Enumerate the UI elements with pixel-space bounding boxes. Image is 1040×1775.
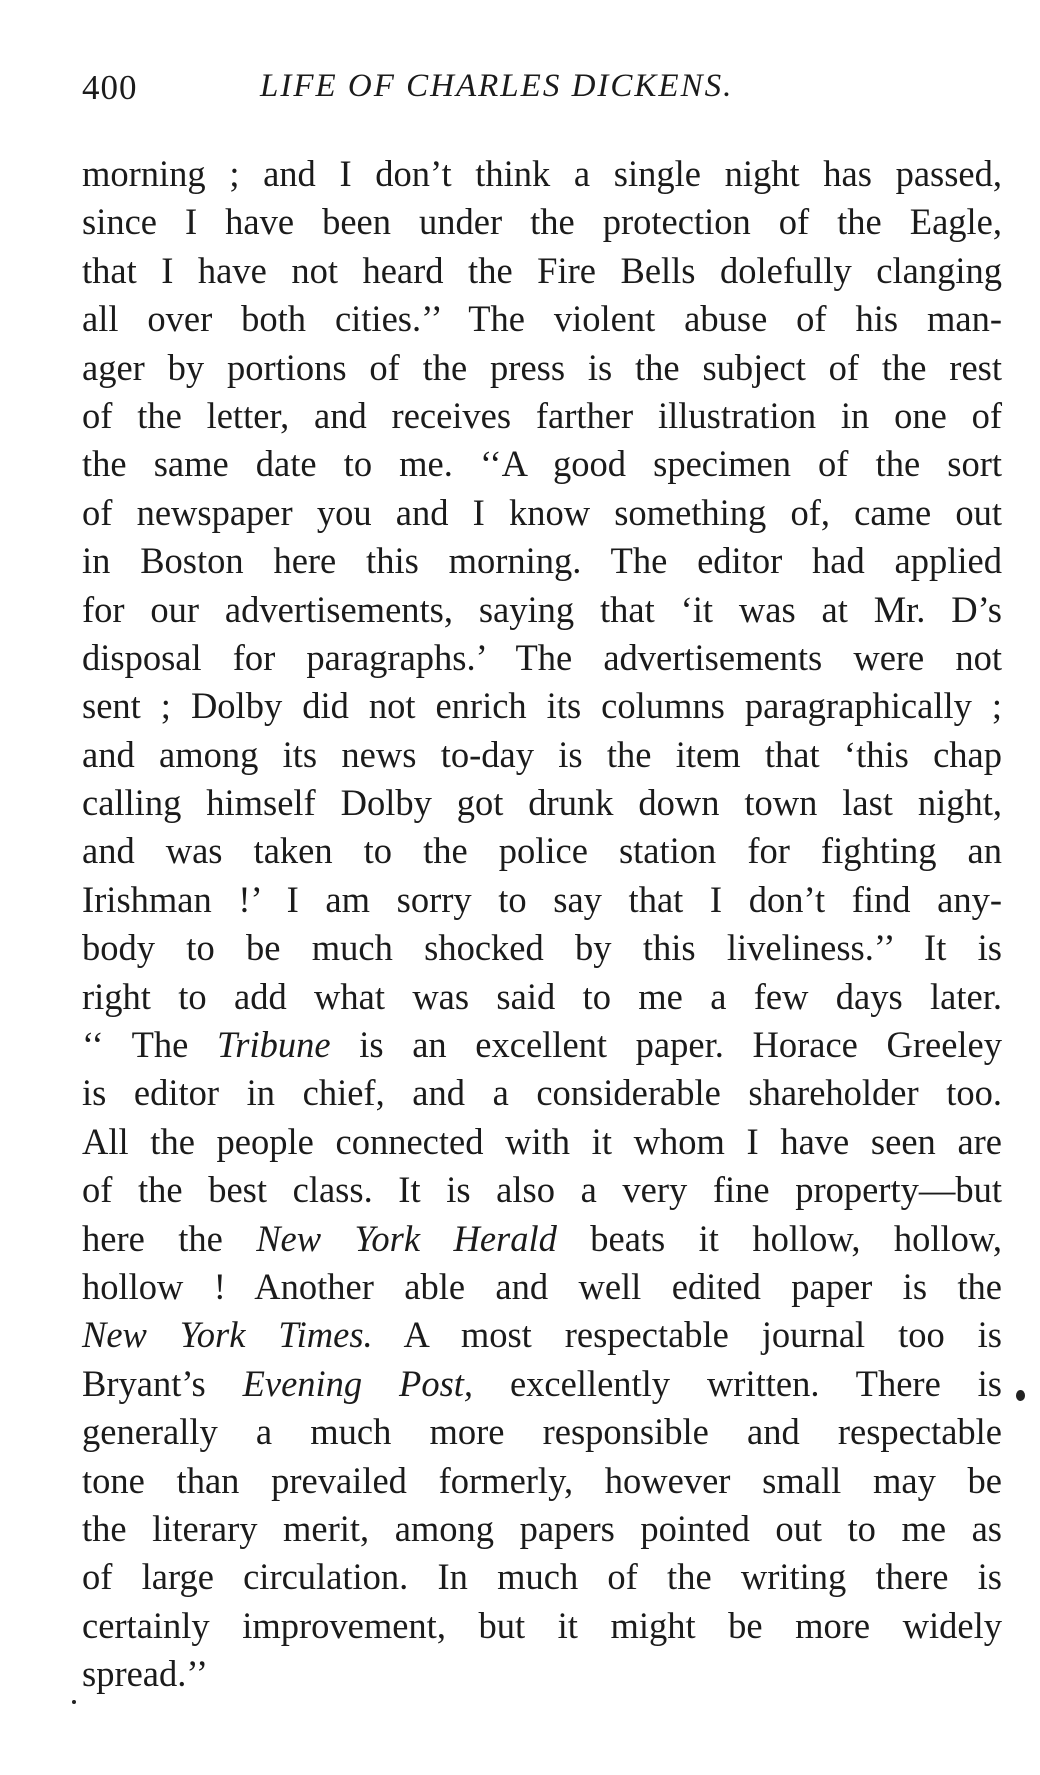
body-text: [82, 150, 1002, 1699]
text-line: generally a much more responsible and respectable: [82, 1411, 1002, 1453]
text-line: New York Times. A most respectable journal too is: [82, 1314, 1002, 1356]
text-line: sent ; Dolby did not enrich its columns paragraphically ;: [82, 685, 1002, 727]
italic-title: New York Times.: [82, 1314, 373, 1356]
italic-title: Evening Post,: [242, 1362, 474, 1404]
text-line: right to add what was said to me a few days later.: [82, 975, 1002, 1017]
italic-title: New York Herald: [256, 1217, 557, 1259]
page-number: 400: [82, 68, 138, 107]
text-line: of newspaper you and I know something of, came out: [82, 491, 1002, 533]
text-line: ‘‘ The Tribune is an excellent paper. Horace Greeley: [82, 1024, 1003, 1066]
text-line: of the letter, and receives farther illustration in one of: [82, 394, 1002, 436]
text-line: certainly improvement, but it might be more widely: [82, 1604, 1002, 1646]
running-title: LIFE OF CHARLES DICKENS.: [260, 68, 734, 104]
italic-title: Tribune: [216, 1024, 331, 1066]
text-line: morning ; and I don’t think a single night has passed,: [82, 153, 1002, 194]
text-line: disposal for paragraphs.’ The advertisements were not: [82, 636, 1002, 678]
ink-speck: [1016, 1390, 1025, 1401]
text-line: Bryant’s Evening Post, excellently written. There is: [82, 1362, 1002, 1404]
text-line: calling himself Dolby got drunk down town last night,: [82, 782, 1002, 824]
text-line: in Boston here this morning. The editor had applied: [82, 540, 1002, 582]
text-line: the same date to me. ‘‘A good specimen of the sort: [82, 443, 1002, 485]
text-line: hollow ! Another able and well edited paper is the: [82, 1265, 1002, 1307]
text-line: since I have been under the protection of the Eagle,: [82, 201, 1002, 243]
text-line: for our advertisements, saying that ‘it was at Mr. D’s: [82, 588, 1002, 630]
text-line: and among its news to-day is the item that ‘this chap: [82, 733, 1002, 775]
text-line: tone than prevailed formerly, however small may be: [82, 1459, 1002, 1501]
text-line: that I have not heard the Fire Bells dolefully clanging: [82, 249, 1002, 291]
text-line: ager by portions of the press is the subject of the rest: [82, 346, 1002, 388]
text-line: here the New York Herald beats it hollow, hollow,: [82, 1217, 1002, 1259]
ink-speck: [72, 1700, 76, 1704]
text-line: the literary merit, among papers pointed out to me as: [82, 1507, 1002, 1549]
text-line: all over both cities.’’ The violent abuse of his man-: [82, 298, 1002, 340]
text-line: All the people connected with it whom I have seen are: [82, 1120, 1002, 1162]
text-line: and was taken to the police station for fighting an: [82, 830, 1002, 872]
text-line: body to be much shocked by this liveliness.’’ It is: [82, 927, 1002, 969]
text-line: is editor in chief, and a considerable shareholder too.: [82, 1072, 1002, 1114]
text-line: spread.’’: [82, 1653, 208, 1695]
running-head: [82, 68, 1002, 118]
text-line: Irishman !’ I am sorry to say that I don’t find any-: [82, 878, 1002, 920]
text-line: of the best class. It is also a very fine property—but: [82, 1169, 1002, 1211]
text-line: of large circulation. In much of the writing there is: [82, 1556, 1002, 1598]
